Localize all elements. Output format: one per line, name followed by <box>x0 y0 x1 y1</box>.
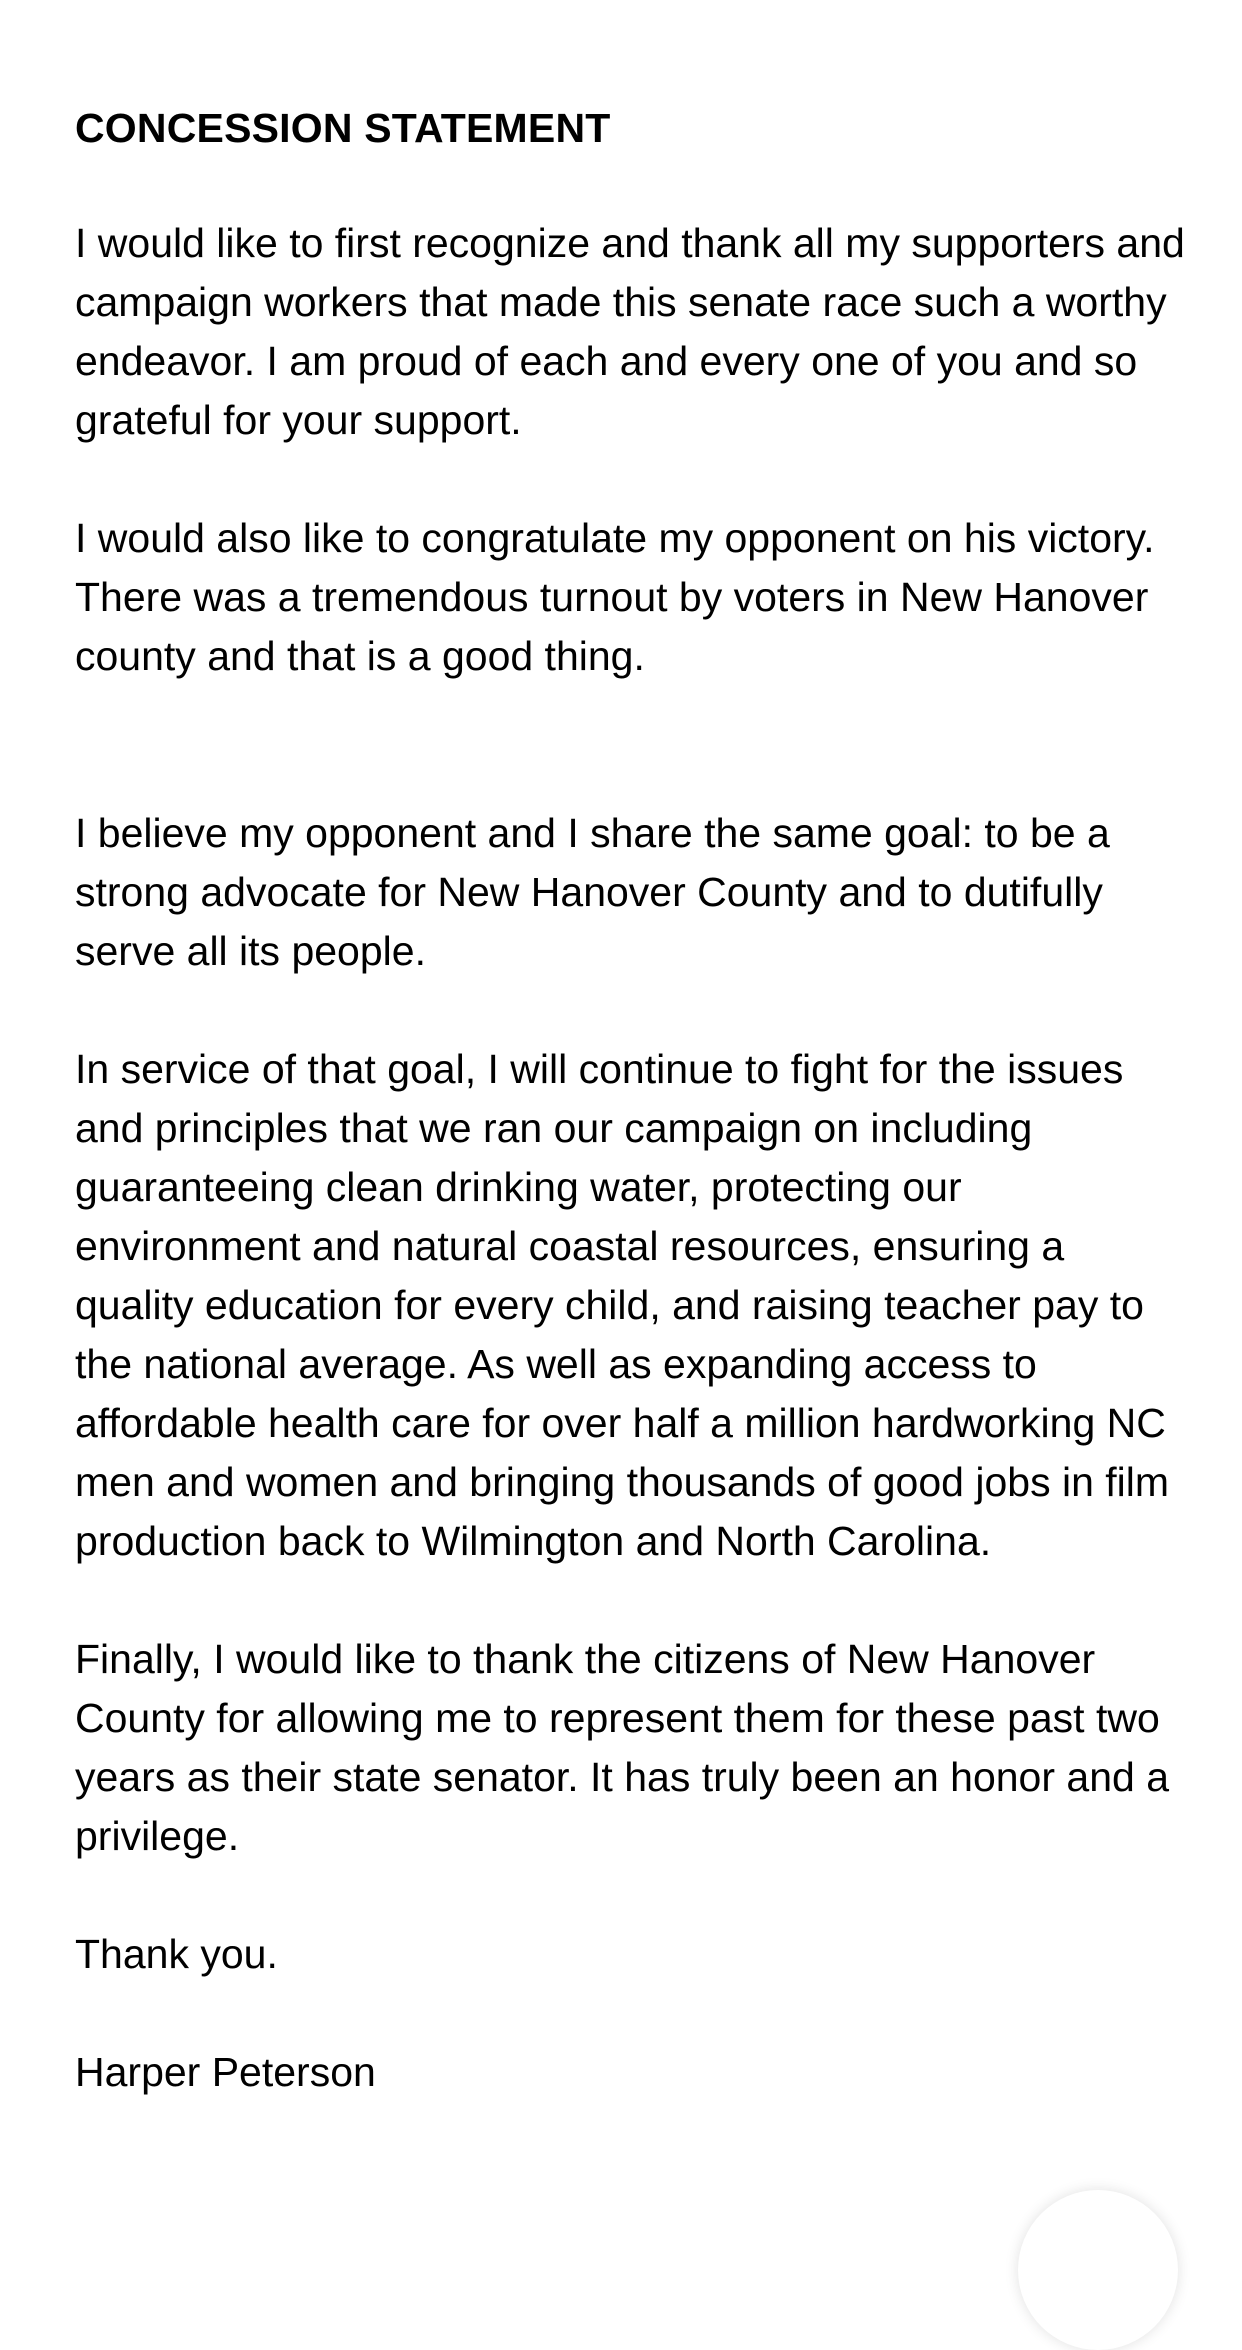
paragraph-thanks-supporters: I would like to first recognize and thank all my supporters and campaign workers that made this senate race such a worthy endeavor. I am proud of each and every one of you and so grateful for your support. <box>75 220 1185 443</box>
paragraph-congratulate-opponent: I would also like to congratulate my opponent on his victory. There was a tremendous turnout by voters in New Hanover county and that is a good thing. <box>75 515 1155 679</box>
floating-action-button[interactable] <box>1018 2190 1178 2350</box>
paragraph-continue-fight: In service of that goal, I will continue to fight for the issues and principles that we ran our campaign on including guaranteeing clean drinking water, protecting our environment and natural coastal resources, ensuring a quality education for every child, and raising teacher pay to the national average. As well as expanding access to affordable health care for over half a million hardworking NC men and women and bringing thousands of good jobs in film production back to Wilmington and North Carolina. <box>75 1046 1170 1564</box>
paragraph-thank-you: Thank you. <box>75 1931 278 1977</box>
paragraph-shared-goal: I believe my opponent and I share the same goal: to be a strong advocate for New Hanover County and to dutifully serve all its people. <box>75 810 1110 974</box>
document-body <box>75 96 1185 2161</box>
signature: Harper Peterson <box>75 2049 376 2095</box>
document-title: CONCESSION STATEMENT <box>75 105 611 151</box>
paragraph-thank-citizens: Finally, I would like to thank the citizens of New Hanover County for allowing me to represent them for these past two years as their state senator. It has truly been an honor and a privilege. <box>75 1636 1170 1859</box>
